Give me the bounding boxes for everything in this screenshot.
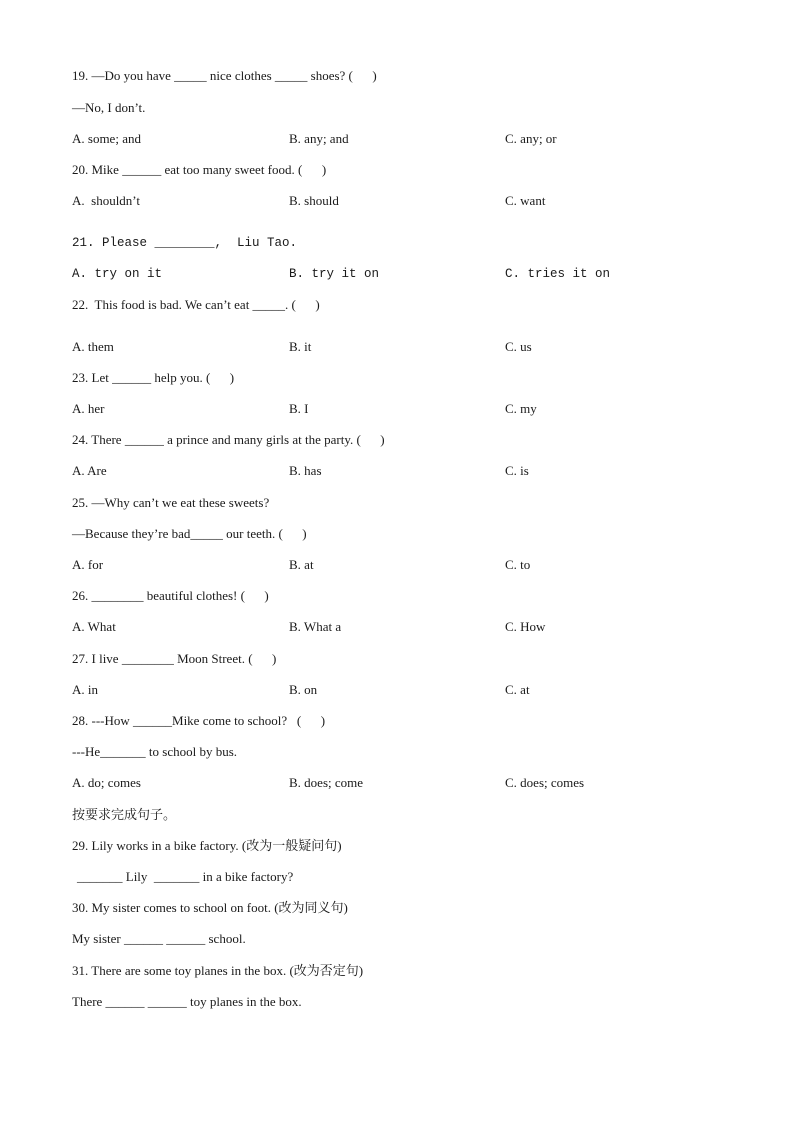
- question-23-option-a: A. her: [72, 401, 105, 416]
- question-28-option-c: C. does; comes: [505, 775, 585, 790]
- task-31-prompt: 31. There are some toy planes in the box. (改为否定句): [72, 963, 364, 978]
- task-29-answer-line: _______ Lily _______ in a bike factory?: [77, 869, 294, 884]
- task-31-answer-line: There ______ ______ toy planes in the box.: [72, 994, 302, 1009]
- question-27-option-a: A. in: [72, 682, 98, 697]
- question-24-option-c: C. is: [505, 463, 529, 478]
- question-28-reply: ---He_______ to school by bus.: [72, 744, 238, 759]
- question-24-stem: 24. There ______ a prince and many girls at the party. ( ): [72, 432, 385, 447]
- question-19-stem: 19. —Do you have _____ nice clothes _____ shoes? ( ): [72, 68, 377, 83]
- question-26-stem: 26. ________ beautiful clothes! ( ): [72, 588, 269, 603]
- question-27-option-c: C. at: [505, 682, 530, 697]
- question-27-stem: 27. I live ________ Moon Street. ( ): [72, 651, 277, 666]
- question-25-reply: —Because they’re bad_____ our teeth. ( ): [72, 526, 307, 541]
- question-21-stem: 21. Please ________, Liu Tao.: [72, 236, 298, 250]
- question-22-option-b: B. it: [289, 339, 312, 354]
- question-28-option-b: B. does; come: [289, 775, 364, 790]
- question-26-option-c: C. How: [505, 619, 546, 634]
- question-28-option-a: A. do; comes: [72, 775, 141, 790]
- question-26-option-a: A. What: [72, 619, 116, 634]
- task-29-prompt: 29. Lily works in a bike factory. (改为一般疑问句): [72, 838, 342, 853]
- question-23-option-b: B. I: [289, 401, 309, 416]
- question-21-option-a: A. try on it: [72, 267, 163, 281]
- question-25-option-b: B. at: [289, 557, 314, 572]
- task-30-prompt: 30. My sister comes to school on foot. (改为同义句): [72, 900, 348, 915]
- question-22-option-a: A. them: [72, 339, 114, 354]
- section-heading: 按要求完成句子。: [72, 807, 177, 822]
- question-19-option-c: C. any; or: [505, 131, 557, 146]
- question-19-reply: —No, I don’t.: [72, 100, 146, 115]
- question-26-option-b: B. What a: [289, 619, 342, 634]
- question-23-option-c: C. my: [505, 401, 537, 416]
- question-20-option-b: B. should: [289, 193, 339, 208]
- question-27-option-b: B. on: [289, 682, 318, 697]
- question-22-stem: 22. This food is bad. We can’t eat _____. ( ): [72, 297, 320, 312]
- question-24-option-a: A. Are: [72, 463, 107, 478]
- question-20-option-a: A. shouldn’t: [72, 193, 141, 208]
- question-20-option-c: C. want: [505, 193, 546, 208]
- question-24-option-b: B. has: [289, 463, 322, 478]
- question-19-option-b: B. any; and: [289, 131, 349, 146]
- question-25-option-a: A. for: [72, 557, 104, 572]
- question-21-option-b: B. try it on: [289, 267, 380, 281]
- question-23-stem: 23. Let ______ help you. ( ): [72, 370, 235, 385]
- question-25-option-c: C. to: [505, 557, 531, 572]
- question-22-option-c: C. us: [505, 339, 532, 354]
- question-19-option-a: A. some; and: [72, 131, 141, 146]
- question-28-stem: 28. ---How ______Mike come to school? ( ): [72, 713, 326, 728]
- task-30-answer-line: My sister ______ ______ school.: [72, 931, 246, 946]
- question-25-stem: 25. —Why can’t we eat these sweets?: [72, 495, 270, 510]
- question-20-stem: 20. Mike ______ eat too many sweet food. ( ): [72, 162, 327, 177]
- question-21-option-c: C. tries it on: [505, 267, 611, 281]
